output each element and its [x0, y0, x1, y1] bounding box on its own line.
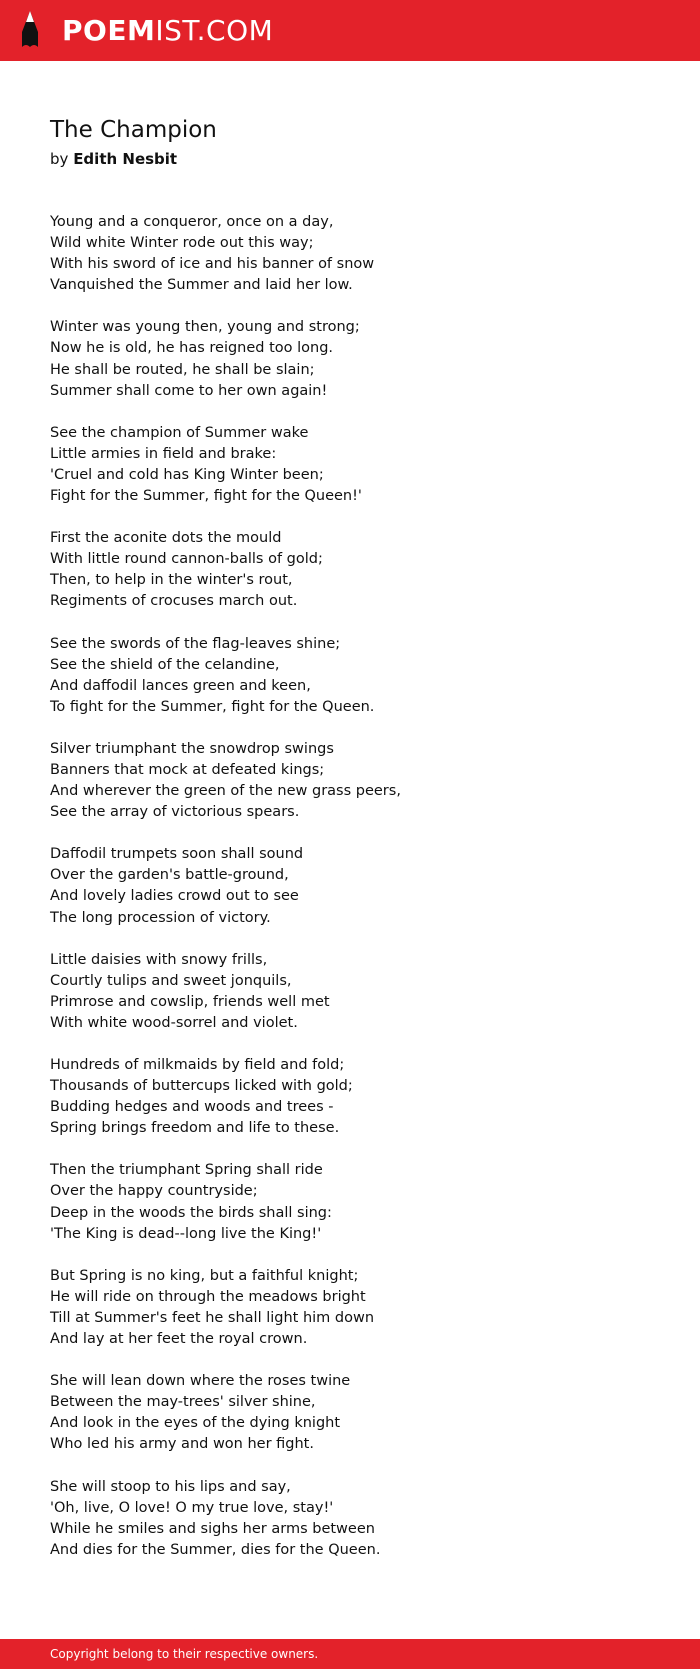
poem-line: Then, to help in the winter's rout, [50, 572, 293, 589]
poem-container [50, 112, 650, 1582]
stanza [50, 1266, 650, 1350]
poem-line: Banners that mock at defeated kings; [50, 761, 325, 778]
poem-line: Daffodil trumpets soon shall sound [50, 846, 304, 863]
poem-line: And wherever the green of the new grass peers, [50, 783, 401, 800]
poem-line: And lovely ladies crowd out to see [50, 888, 299, 905]
poem-line: Who led his army and won her fight. [50, 1436, 314, 1453]
poem-line: Now he is old, he has reigned too long. [50, 340, 334, 357]
stanza [50, 212, 650, 296]
poem-line: Deep in the woods the birds shall sing: [50, 1204, 332, 1221]
poem-line: First the aconite dots the mould [50, 530, 282, 547]
poem-line: Primrose and cowslip, friends well met [50, 993, 330, 1010]
site-header [0, 0, 700, 61]
poem-line: And look in the eyes of the dying knight [50, 1415, 341, 1432]
stanza [50, 1055, 650, 1139]
poem-line: See the swords of the flag-leaves shine; [50, 635, 341, 652]
stanza [50, 1477, 650, 1561]
poem-title: The Champion [50, 117, 217, 143]
by-label: by [50, 150, 69, 168]
poem-line: Courtly tulips and sweet jonquils, [50, 972, 292, 989]
poem-line: With white wood-sorrel and violet. [50, 1014, 298, 1031]
stanza [50, 844, 650, 928]
stanza [50, 1160, 650, 1244]
poem-line: But Spring is no king, but a faithful knight; [50, 1267, 359, 1284]
poem-line: To fight for the Summer, fight for the Queen. [50, 698, 375, 715]
poem-line: Fight for the Summer, fight for the Queen!' [50, 488, 362, 505]
brand-bold-text: POEM [62, 13, 156, 47]
poem-line: Winter was young then, young and strong; [50, 319, 360, 336]
brand-light-text: IST.COM [155, 13, 274, 47]
poem-line: With his sword of ice and his banner of snow [50, 256, 375, 273]
poem-line: Hundreds of milkmaids by field and fold; [50, 1057, 345, 1073]
poem-line: He shall be routed, he shall be slain; [50, 361, 315, 378]
stanza [50, 317, 650, 401]
poem-line: And dies for the Summer, dies for the Queen. [50, 1541, 381, 1558]
poem-line: 'The King is dead--long live the King!' [50, 1225, 322, 1242]
author-name: Edith Nesbit [73, 150, 178, 168]
poem-line: Regiments of crocuses march out. [50, 593, 298, 610]
poem-line: Over the garden's battle-ground, [50, 867, 289, 884]
poem-line: See the array of victorious spears. [50, 804, 300, 821]
poem-line: The long procession of victory. [50, 909, 271, 926]
poem-line: Over the happy countryside; [50, 1183, 258, 1200]
poem-line: With little round cannon-balls of gold; [50, 551, 323, 568]
poem-line: Between the may-trees' silver shine, [50, 1394, 316, 1411]
poem-line: See the champion of Summer wake [50, 424, 309, 441]
poem-line: Silver triumphant the snowdrop swings [50, 740, 334, 757]
poem-line: She will stoop to his lips and say, [50, 1478, 291, 1495]
poem-line: Then the triumphant Spring shall ride [50, 1162, 323, 1179]
stanza [50, 739, 650, 823]
poem-line: Spring brings freedom and life to these. [50, 1120, 340, 1137]
stanza [50, 1371, 650, 1455]
stanza [50, 423, 650, 507]
poem-line: And lay at her feet the royal crown. [50, 1331, 308, 1348]
poem-line: While he smiles and sighs her arms between [50, 1520, 375, 1537]
poem-line: Young and a conqueror, once on a day, [50, 214, 334, 230]
stanza [50, 950, 650, 1034]
poem-line: See the shield of the celandine, [50, 656, 280, 673]
poem-line: And daffodil lances green and keen, [50, 677, 311, 694]
poem-line: Summer shall come to her own again! [50, 382, 328, 399]
stanza [50, 634, 650, 718]
byline [50, 148, 650, 170]
poem-line: Wild white Winter rode out this way; [50, 235, 314, 252]
poem-body [50, 212, 650, 1561]
poem-line: Till at Summer's feet he shall light him down [50, 1309, 375, 1326]
poem-line: 'Oh, live, O love! O my true love, stay!' [50, 1499, 334, 1516]
poem-line: He will ride on through the meadows bright [50, 1288, 366, 1305]
poem-line: Thousands of buttercups licked with gold; [50, 1078, 353, 1095]
site-logo-link[interactable] [62, 10, 273, 50]
poem-line: Little armies in field and brake: [50, 445, 277, 462]
copyright-text: Copyright belong to their respective owners. [50, 1647, 319, 1661]
site-footer [0, 1639, 700, 1669]
poem-line: Budding hedges and woods and trees - [50, 1099, 334, 1116]
stanza [50, 528, 650, 612]
poem-line: Vanquished the Summer and laid her low. [50, 277, 353, 294]
poem-line: Little daisies with snowy frills, [50, 951, 268, 968]
poem-line: She will lean down where the roses twine [50, 1373, 351, 1390]
pen-nib-icon[interactable] [17, 10, 43, 52]
poem-line: 'Cruel and cold has King Winter been; [50, 466, 324, 483]
